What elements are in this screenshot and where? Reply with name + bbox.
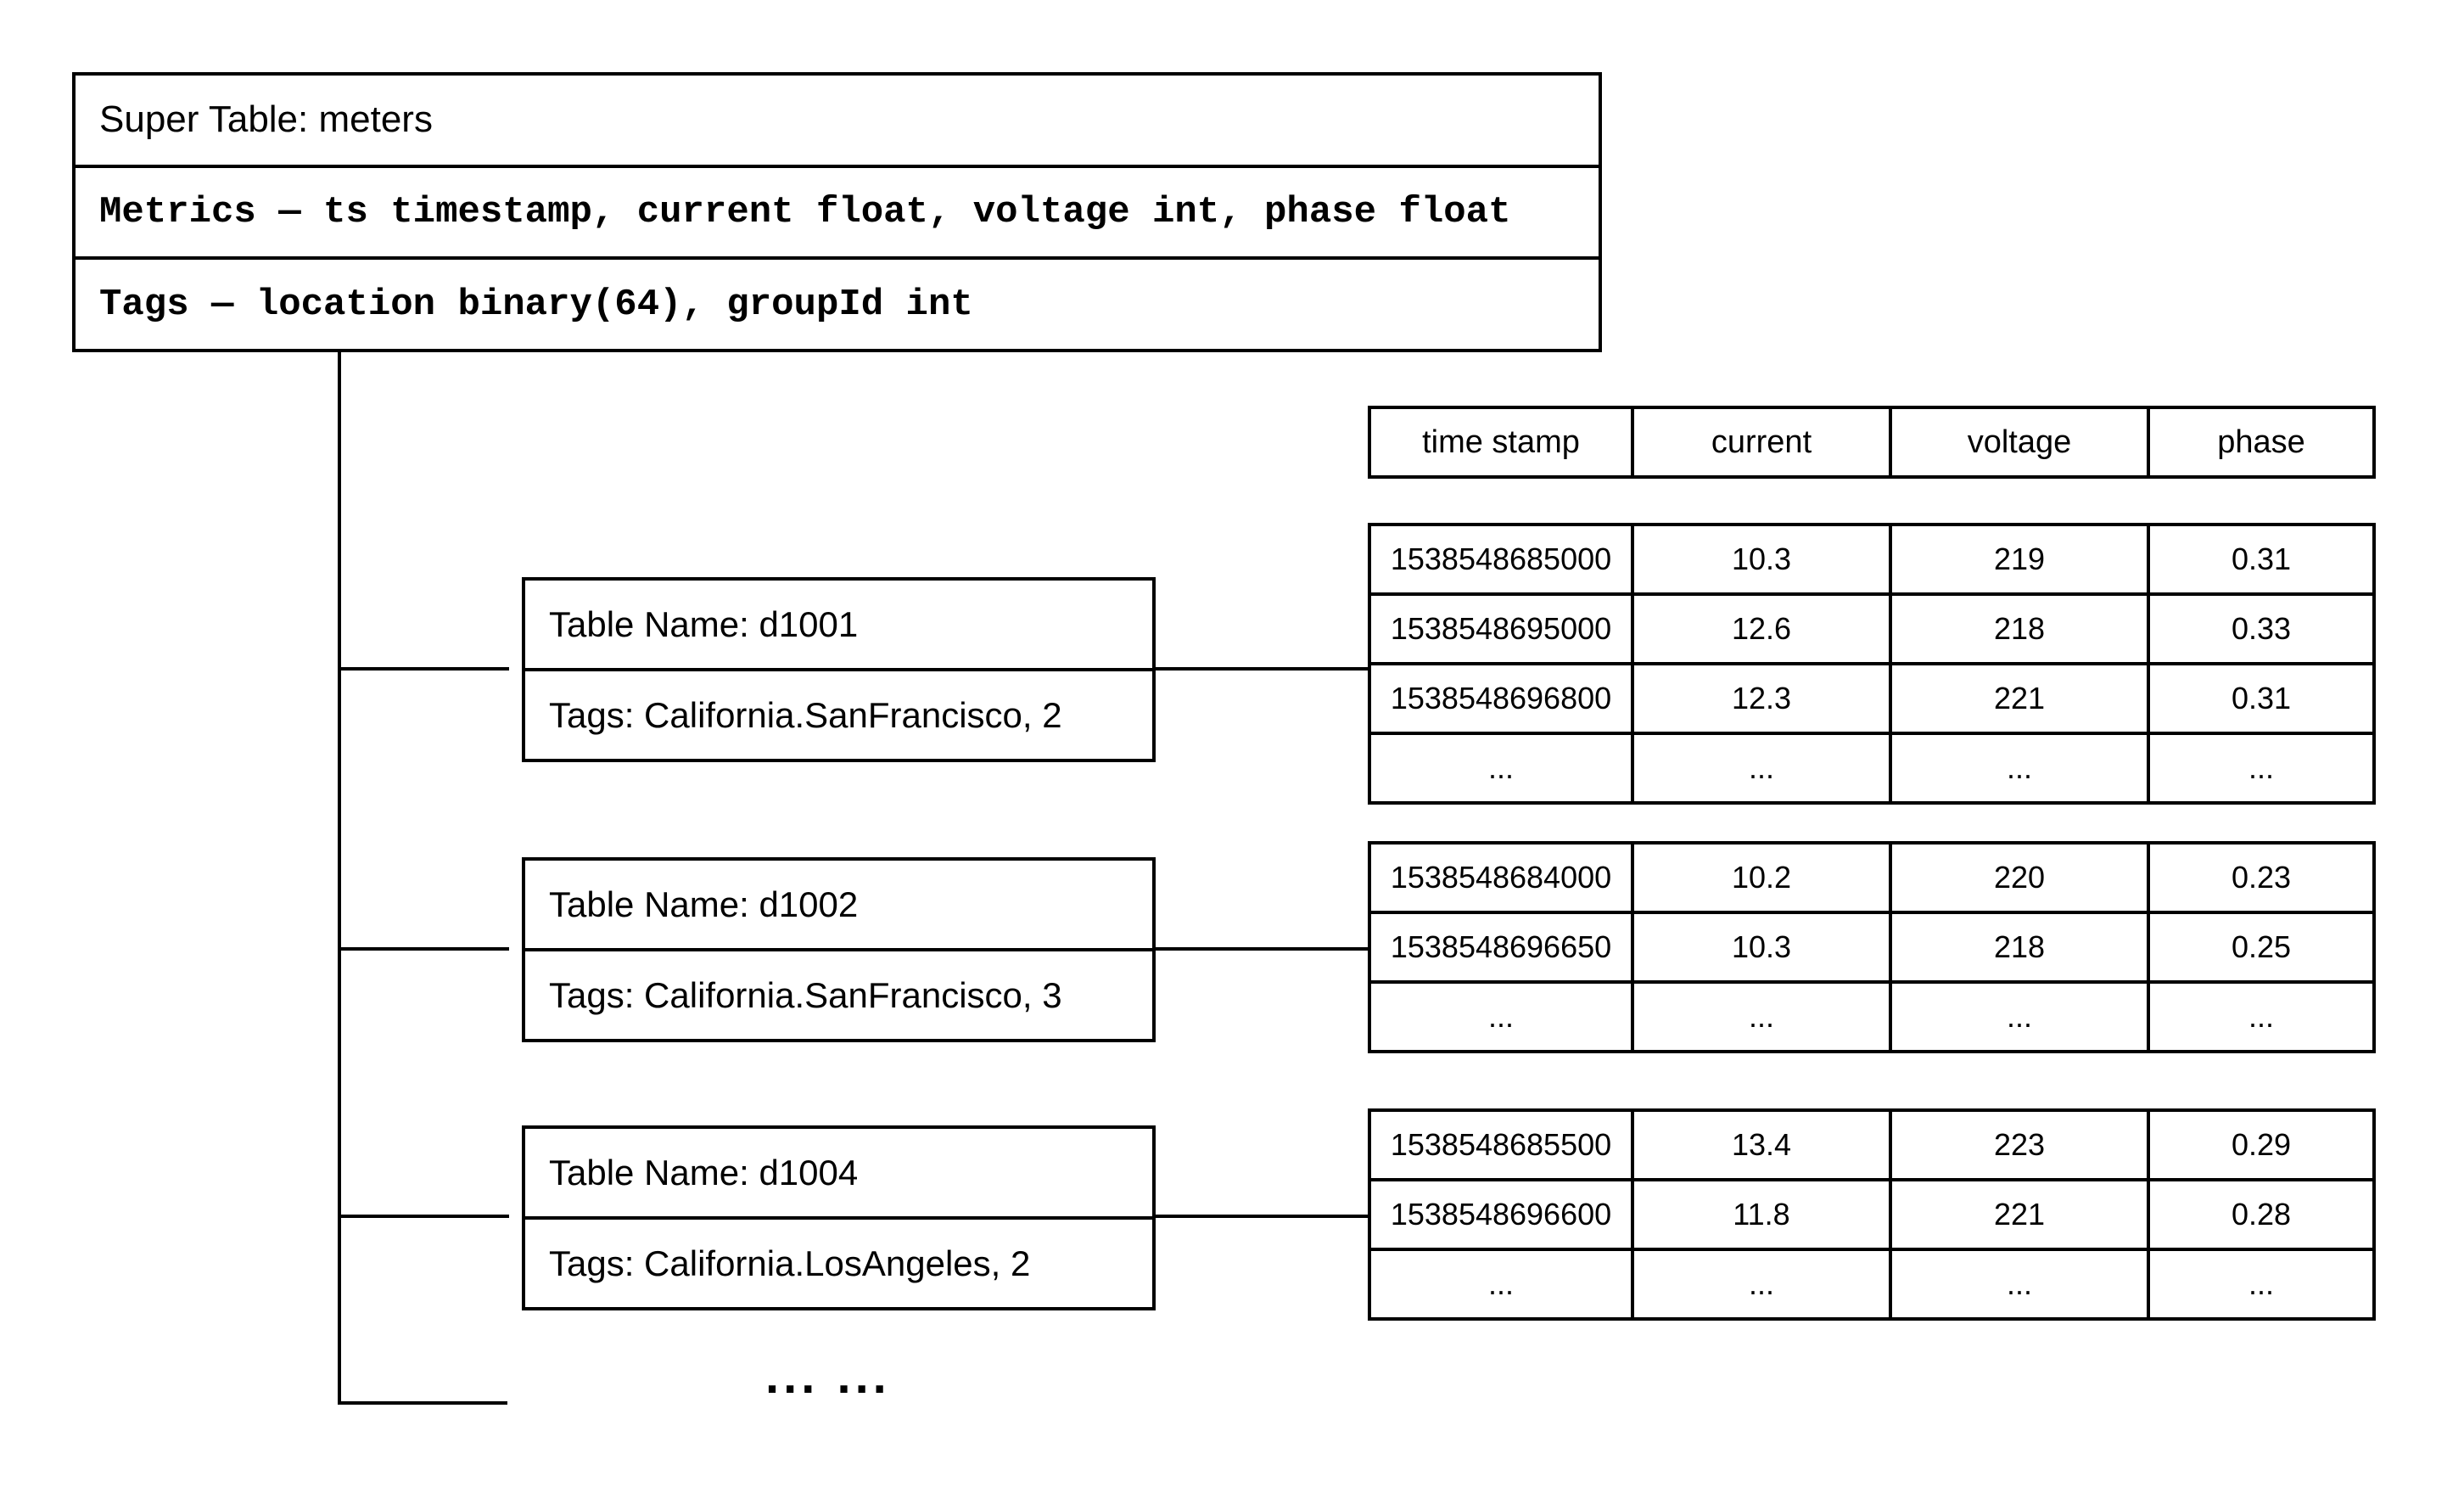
- device-name-label: Table Name: d1001: [549, 603, 859, 644]
- data-table-d1001: [1368, 523, 2376, 805]
- table-cell: 1538548696600: [1369, 1180, 1632, 1249]
- table-cell: ...: [2148, 1249, 2374, 1319]
- branch-line-d1004: [338, 1215, 509, 1218]
- hierarchy-trunk-line: [338, 352, 341, 1405]
- device-tags-label: Tags: California.SanFrancisco, 2: [525, 668, 1152, 759]
- header-row: [1369, 407, 2374, 477]
- table-cell: ...: [1890, 982, 2148, 1052]
- table-cell: ...: [1369, 733, 1632, 803]
- table-cell: ...: [1369, 982, 1632, 1052]
- table-cell: 1538548696800: [1369, 664, 1632, 733]
- table-cell: 10.3: [1632, 912, 1890, 982]
- device-tags-label: Tags: California.LosAngeles, 2: [525, 1216, 1152, 1307]
- table-cell: ...: [1369, 1249, 1632, 1319]
- table-cell: 1538548685500: [1369, 1110, 1632, 1180]
- table-row: [1369, 1249, 2374, 1319]
- table-row: [1369, 594, 2374, 664]
- table-cell: 1538548696650: [1369, 912, 1632, 982]
- super-table-box: [72, 72, 1602, 352]
- column-header-phase: phase: [2148, 407, 2374, 477]
- table-cell: 0.23: [2148, 843, 2374, 912]
- column-header-voltage: voltage: [1890, 407, 2148, 477]
- table-row: [1369, 1180, 2374, 1249]
- connector-line-d1004: [1156, 1215, 1369, 1218]
- device-name-label: Table Name: d1004: [549, 1152, 859, 1192]
- table-cell: 1538548695000: [1369, 594, 1632, 664]
- table-cell: 0.29: [2148, 1110, 2374, 1180]
- branch-line-d1001: [338, 667, 509, 671]
- device-tags-label: Tags: California.SanFrancisco, 3: [525, 948, 1152, 1039]
- table-cell: 12.6: [1632, 594, 1890, 664]
- table-cell: 12.3: [1632, 664, 1890, 733]
- super-table-title-row: [76, 76, 1599, 165]
- table-cell: 219: [1890, 525, 2148, 594]
- device-box-d1002: [522, 857, 1156, 1042]
- table-cell: ...: [1632, 1249, 1890, 1319]
- connector-line-d1001: [1156, 667, 1369, 671]
- table-row: [1369, 843, 2374, 912]
- table-cell: 0.31: [2148, 664, 2374, 733]
- table-cell: 13.4: [1632, 1110, 1890, 1180]
- branch-line-d1002: [338, 947, 509, 951]
- super-table-metrics-definition: Metrics — ts timestamp, current float, voltage int, phase float: [99, 191, 1511, 233]
- table-cell: ...: [2148, 733, 2374, 803]
- device-box-d1004: [522, 1125, 1156, 1310]
- table-cell: 0.31: [2148, 525, 2374, 594]
- table-cell: 1538548684000: [1369, 843, 1632, 912]
- table-cell: 221: [1890, 664, 2148, 733]
- super-table-metrics-row: [76, 165, 1599, 257]
- more-tables-ellipsis: ... ...: [765, 1349, 891, 1404]
- branch-line-more-tables: [338, 1401, 507, 1405]
- super-table-title: Super Table: meters: [99, 98, 433, 141]
- table-row: [1369, 733, 2374, 803]
- table-cell: 218: [1890, 912, 2148, 982]
- super-table-tags-row: [76, 256, 1599, 349]
- device-box-d1001: [522, 577, 1156, 762]
- table-row: [1369, 1110, 2374, 1180]
- super-table-tags-definition: Tags — location binary(64), groupId int: [99, 283, 973, 326]
- table-row: [1369, 664, 2374, 733]
- device-name-label: Table Name: d1002: [549, 884, 859, 924]
- data-table-d1002: [1368, 841, 2376, 1053]
- table-cell: ...: [1632, 982, 1890, 1052]
- table-cell: ...: [1890, 1249, 2148, 1319]
- table-cell: 10.3: [1632, 525, 1890, 594]
- table-cell: 218: [1890, 594, 2148, 664]
- table-cell: ...: [1890, 733, 2148, 803]
- connector-line-d1002: [1156, 947, 1369, 951]
- table-cell: ...: [2148, 982, 2374, 1052]
- table-row: [1369, 525, 2374, 594]
- column-header-current: current: [1632, 407, 1890, 477]
- data-table-d1004: [1368, 1108, 2376, 1321]
- table-cell: 0.25: [2148, 912, 2374, 982]
- table-cell: 11.8: [1632, 1180, 1890, 1249]
- table-cell: 221: [1890, 1180, 2148, 1249]
- table-row: [1369, 912, 2374, 982]
- table-cell: 0.33: [2148, 594, 2374, 664]
- table-row: [1369, 982, 2374, 1052]
- table-cell: 10.2: [1632, 843, 1890, 912]
- table-cell: 0.28: [2148, 1180, 2374, 1249]
- table-cell: 220: [1890, 843, 2148, 912]
- table-cell: 223: [1890, 1110, 2148, 1180]
- column-header-time-stamp: time stamp: [1369, 407, 1632, 477]
- table-cell: 1538548685000: [1369, 525, 1632, 594]
- data-table-header: [1368, 406, 2376, 479]
- table-cell: ...: [1632, 733, 1890, 803]
